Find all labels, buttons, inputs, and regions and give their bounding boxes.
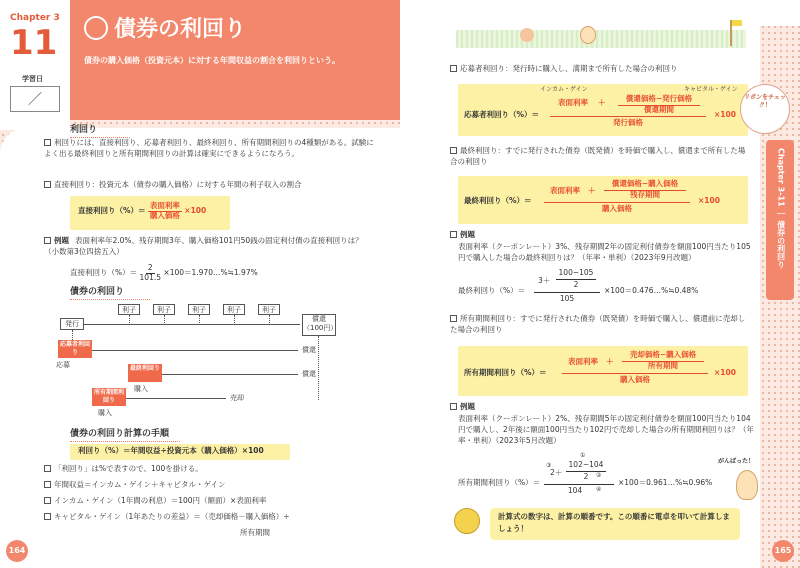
example-answer-rest: ×100＝1.970…%≒1.97% <box>163 268 258 278</box>
final-main-bar <box>544 202 690 203</box>
final-label: 最終利回り（%）＝ <box>464 196 532 205</box>
final-den: 購入価格 <box>602 204 632 213</box>
step-4-text: キャピタル・ゲイン（1年あたりの差益）＝（売却価格－購入価格）÷ <box>54 512 290 521</box>
example-answer-prefix: 直接利回り（%）＝ <box>70 268 138 278</box>
direct-formula-den: 購入価格 <box>149 210 180 220</box>
applicant-den: 発行価格 <box>613 118 643 127</box>
example-direct <box>44 236 374 258</box>
final-arrow <box>162 374 298 375</box>
grass-strip <box>456 30 746 48</box>
coupon-box: 利子 <box>118 304 140 315</box>
checkbox[interactable] <box>450 315 457 322</box>
example-2-den: 104 <box>567 486 583 495</box>
chapter-label: Chapter 3 <box>10 13 60 23</box>
holding-top-a: 表面利率 <box>568 357 598 366</box>
example-2-inner-den: 2 <box>583 472 589 481</box>
checkbox[interactable] <box>450 147 457 154</box>
final-plus: ＋ <box>588 186 596 195</box>
example-2-mark4: ④ <box>596 486 602 493</box>
final-top-a: 表面利率 <box>550 186 580 195</box>
step-3 <box>44 496 374 507</box>
example-label: 例題 <box>54 236 69 245</box>
example-1-inner-den: 2 <box>573 280 579 289</box>
example-1-den: 105 <box>559 294 575 303</box>
item-direct-text: 直接利回り：投資元本（債券の購入価格）に対する年間の利子収入の割合 <box>54 180 302 189</box>
encourage-text: がんばった！ <box>718 458 755 465</box>
coupon-tick <box>164 315 165 323</box>
purchase-label: 購入 <box>134 385 148 393</box>
direct-formula-label: 直接利回り（%）＝ <box>78 206 146 216</box>
example-1-text: 表面利率（クーポンレート）3%、残存期間2年の固定利付債券を額面100円当たり105円で購入した場合の最終利回りは？（年率・単利）（2023年9月改題） <box>458 242 751 262</box>
header-band <box>70 0 400 120</box>
final-item <box>450 146 750 168</box>
right-page <box>400 0 800 568</box>
example-2-label: 例題 <box>460 402 475 411</box>
applicant-label: 応募 <box>56 361 70 369</box>
checkbox[interactable] <box>44 513 51 520</box>
side-tab-label: Chapter 3-11 ｜ 債券の利回り <box>776 148 786 269</box>
example-2-mark1: ① <box>580 452 586 459</box>
example-1-result: ×100＝0.476…%≒0.48% <box>604 286 699 295</box>
issue-box: 発行 <box>60 318 84 330</box>
step-2-text: 年間収益＝インカム・ゲイン＋キャピタル・ゲイン <box>54 480 226 489</box>
checkbox[interactable] <box>44 237 51 244</box>
sell-label: 売却 <box>230 394 244 402</box>
example-answer-num: 2 <box>147 263 153 272</box>
tag-holding: 所有期間利回り <box>92 388 126 406</box>
redemption-label-1: 償還 <box>302 346 316 354</box>
chapter-tab <box>0 0 70 130</box>
example-2-text: 表面利率（クーポンレート）2%、残存期間5年の固定利付債券を額面100円当たり104円で購入し、2年後に額面100円当たり102円で売却した場合の所有期間利回りは？（年率・単利）（2023年5月改題） <box>458 414 754 445</box>
procedure-formula: 利回り（%）＝年間収益÷投資元本（購入価格）×100 <box>70 444 290 460</box>
checkbox[interactable] <box>450 231 457 238</box>
example-2-prefix: 所有期間利回り（%）＝ <box>458 478 541 487</box>
holding-den: 購入価格 <box>620 375 650 384</box>
tag-applicant: 応募者利回り <box>58 340 92 358</box>
applicant-plus: ＋ <box>598 98 606 107</box>
example-1-bar <box>534 292 600 293</box>
final-formula-box <box>458 176 748 224</box>
intro-text: 債券の購入価格（投資元本）に対する年間収益の割合を利回りという。 <box>84 56 340 65</box>
example-2-mark3: ③ <box>546 462 552 469</box>
redemption-box: 償還（100円） <box>302 314 336 336</box>
holding-item-text: 所有期間利回り：すでに発行された債券（既発債）を時価で購入し、償還前に売却した場合の利回り <box>450 314 746 334</box>
applicant-main-bar <box>550 116 706 117</box>
annot-capital: キャピタル・ゲイン <box>684 86 738 93</box>
character-face-icon <box>454 508 480 534</box>
item-types <box>44 138 374 160</box>
chapter-number: 11 <box>10 23 58 63</box>
checkbox[interactable] <box>44 181 51 188</box>
coupon-box: 利子 <box>153 304 175 315</box>
example-answer-fraction <box>140 264 161 282</box>
page-title: 債券の利回り <box>114 16 247 42</box>
goal-flag-icon <box>732 20 742 26</box>
purchase-label: 購入 <box>98 409 112 417</box>
example-2-mark2: ② <box>596 472 602 479</box>
coupon-box: 利子 <box>188 304 210 315</box>
direct-formula-num: 表面利率 <box>149 201 180 210</box>
step-3-text: インカム・ゲイン（1年間の利息）＝100円（額面）×表面利率 <box>54 496 267 505</box>
page-number-left: 164 <box>6 540 28 562</box>
coupon-tick <box>269 315 270 323</box>
timeline-arrow <box>84 324 300 325</box>
final-top-b: 償還価格−購入価格 <box>604 179 686 191</box>
yield-diagram <box>40 300 380 430</box>
holding-top-c: 所有期間 <box>648 361 678 370</box>
example-2-inner-a: 2＋ <box>550 468 563 477</box>
example-answer <box>70 264 258 282</box>
final-item-text: 最終利回り：すでに発行された債券（既発債）を時価で購入し、償還まで所有した場合の利回り <box>450 146 746 166</box>
example-1-label-prefix: 最終利回り（%）＝ <box>458 286 526 295</box>
study-date-box[interactable]: ／ <box>10 86 60 112</box>
applicant-formula-box <box>458 84 748 136</box>
tag-final: 最終利回り <box>128 364 162 382</box>
direct-formula-mult: ×100 <box>184 206 207 216</box>
holding-arrow <box>126 398 226 399</box>
holding-plus: ＋ <box>606 357 614 366</box>
coupon-tick <box>129 315 130 323</box>
cheering-character-icon <box>736 470 758 500</box>
applicant-mult: ×100 <box>714 110 736 119</box>
example-2-bar <box>544 484 614 485</box>
item-types-text: 利回りには、直接利回り、応募者利回り、最終利回り、所有期間利回りの4種類がある。試験によく出る最終利回りと所有期間利回りの計算は確実にできるようになろう。 <box>44 138 374 158</box>
final-top-c: 残存期間 <box>630 190 660 199</box>
checkbox[interactable] <box>44 139 51 146</box>
coupon-tick <box>199 315 200 323</box>
example-1-inner-num: 100−105 <box>556 268 596 280</box>
checkbox[interactable] <box>450 403 457 410</box>
step-4-continued: 所有期間 <box>240 528 270 537</box>
applicant-arrow <box>92 350 298 351</box>
coupon-tick <box>234 315 235 323</box>
side-tab <box>766 140 794 300</box>
checkbox[interactable] <box>44 465 51 472</box>
example-2-inner-num: 102−104 <box>566 460 606 472</box>
checkbox[interactable] <box>44 481 51 488</box>
section-title-yield: 利回り <box>70 124 130 138</box>
checkbox[interactable] <box>450 65 457 72</box>
tip-box: 計算式の数字は、計算の順番です。この順番に電卓を叩いて計算しましょう！ <box>490 508 740 540</box>
redemption-label-2: 償還 <box>302 370 316 378</box>
applicant-item <box>450 64 750 75</box>
example-1-inner-a: 3＋ <box>538 276 551 285</box>
character-icon <box>580 26 596 44</box>
runner-character-icon <box>520 28 534 42</box>
applicant-top-b: 償還価格−発行価格 <box>618 94 700 106</box>
holding-main-bar <box>562 373 708 374</box>
coupon-box: 利子 <box>258 304 280 315</box>
diagram-title: 債券の利回り <box>70 286 150 300</box>
holding-mult: ×100 <box>714 368 736 377</box>
holding-label: 所有期間利回り（%）＝ <box>464 368 547 377</box>
holding-item <box>450 314 750 336</box>
holding-top-b: 売却価格−購入価格 <box>622 350 704 362</box>
example-2 <box>450 402 475 413</box>
example-1 <box>450 230 475 241</box>
ribbon-check-badge: リボンをチェック！ <box>740 84 790 134</box>
annot-income: インカム・ゲイン <box>540 86 588 93</box>
holding-formula-box <box>458 346 748 396</box>
study-date-label: 学習日 <box>22 75 43 83</box>
section-title-procedure: 債券の利回り計算の手順 <box>70 428 180 442</box>
page-number-right: 165 <box>772 540 794 562</box>
example-2-result: ×100＝0.961…%≒0.96% <box>618 478 713 487</box>
direct-formula-box <box>70 196 230 230</box>
applicant-label: 応募者利回り（%）＝ <box>464 110 540 119</box>
step-1-text: 「利回り」は%で表すので、100を掛ける。 <box>54 464 203 473</box>
item-direct <box>44 180 374 191</box>
final-mult: ×100 <box>698 196 720 205</box>
redemption-drop <box>318 336 319 400</box>
example-1-label: 例題 <box>460 230 475 239</box>
coupon-box: 利子 <box>223 304 245 315</box>
direct-formula-fraction <box>148 202 182 220</box>
title-circle-icon <box>84 16 108 40</box>
step-2 <box>44 480 374 491</box>
applicant-top-c: 償還期間 <box>644 105 674 114</box>
applicant-item-text: 応募者利回り：発行時に購入し、満期まで所有した場合の利回り <box>460 64 678 73</box>
applicant-top-a: 表面利率 <box>558 98 588 107</box>
step-4 <box>44 512 374 523</box>
step-1 <box>44 464 374 475</box>
example-answer-den: 101.5 <box>139 272 162 282</box>
checkbox[interactable] <box>44 497 51 504</box>
example-text: 表面利率年2.0%、残存期間3年、購入価格101円50銭の固定利付債の直接利回りは？（小数第3位四捨五入） <box>44 236 363 256</box>
